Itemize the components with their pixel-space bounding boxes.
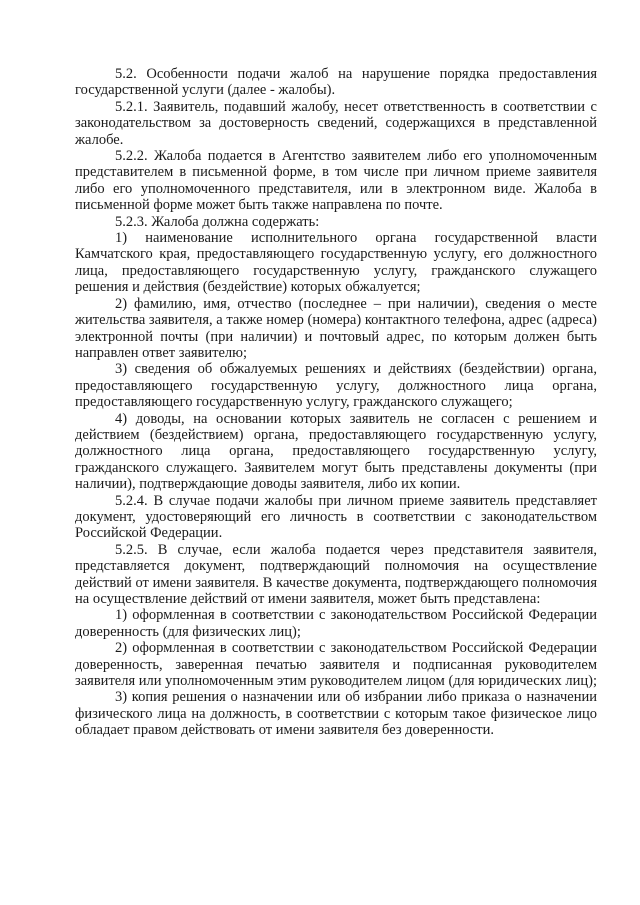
list-item-document-3: 3) копия решения о назначении или об избрании либо приказа о назначении физического лица на должность, в соответствии с которым такое физическое лицо обладает правом действовать от имени заявителя без доверенности. — [75, 689, 597, 739]
paragraph-5-2-3: 5.2.3. Жалоба должна содержать: — [115, 213, 320, 230]
list-item-content-4: 4) доводы, на основании которых заявитель не согласен с решением и действием (бездействием) органа, предоставляющего государственную услугу, должностного лица органа, предоставляющего государственную услугу, гражданского служащего. Заявителем могут быть представлены документы (при наличии), подтверждающие доводы заявителя, либо их копии. — [75, 410, 597, 493]
list-item-content-1: 1) наименование исполнительного органа государственной власти Камчатского края, предоставляющего государственную услугу, его должностного лица, предоставляющего государственную услугу, гражданского служащего решения и действия (бездействие) которых обжалуется; — [75, 230, 597, 296]
list-item-document-2: 2) оформленная в соответствии с законодательством Российской Федерации доверенность, заверенная печатью заявителя и подписанная руководителем заявителя или уполномоченным этим руководителем лицом (для юридических лиц); — [75, 640, 598, 690]
paragraph-5-2-1: 5.2.1. Заявитель, подавший жалобу, несет ответственность в соответствии с законодательством за достоверность сведений, содержащихся в представленной жалобе. — [75, 98, 597, 148]
paragraph-5-2-2: 5.2.2. Жалоба подается в Агентство заявителем либо его уполномоченным представителем в письменной форме, в том числе при личном приеме заявителя либо его уполномоченного представителя, или в электронном виде. Жалоба в письменной форме может быть также направлена по почте. — [75, 148, 597, 214]
paragraph-5-2-5: 5.2.5. В случае, если жалоба подается через представителя заявителя, представляется документ, подтверждающий полномочия на осуществление действий от имени заявителя. В качестве документа, подтверждающего полномочия на осуществление действий от имени заявителя, может быть представлена: — [75, 541, 597, 607]
list-item-content-2: 2) фамилию, имя, отчество (последнее – при наличии), сведения о месте жительства заявителя, а также номер (номера) контактного телефона, адрес (адреса) электронной почты (при наличии) и почтовый адрес, по которым должен быть направлен ответ заявителю; — [75, 295, 597, 361]
paragraph-5-2-4: 5.2.4. В случае подачи жалобы при личном приеме заявитель представляет документ, удостоверяющий его личность в соответствии с законодательством Российской Федерации. — [75, 492, 597, 542]
list-item-content-3: 3) сведения об обжалуемых решениях и действиях (бездействии) органа, предоставляющего государственную услугу, должностного лица органа, предоставляющего государственную услугу, гражданского служащего; — [75, 361, 597, 411]
paragraph-5-2: 5.2. Особенности подачи жалоб на нарушение порядка предоставления государственной услуги (далее - жалобы). — [75, 66, 597, 99]
document-page — [75, 66, 597, 739]
list-item-document-1: 1) оформленная в соответствии с законодательством Российской Федерации доверенность (для физических лиц); — [75, 607, 597, 640]
